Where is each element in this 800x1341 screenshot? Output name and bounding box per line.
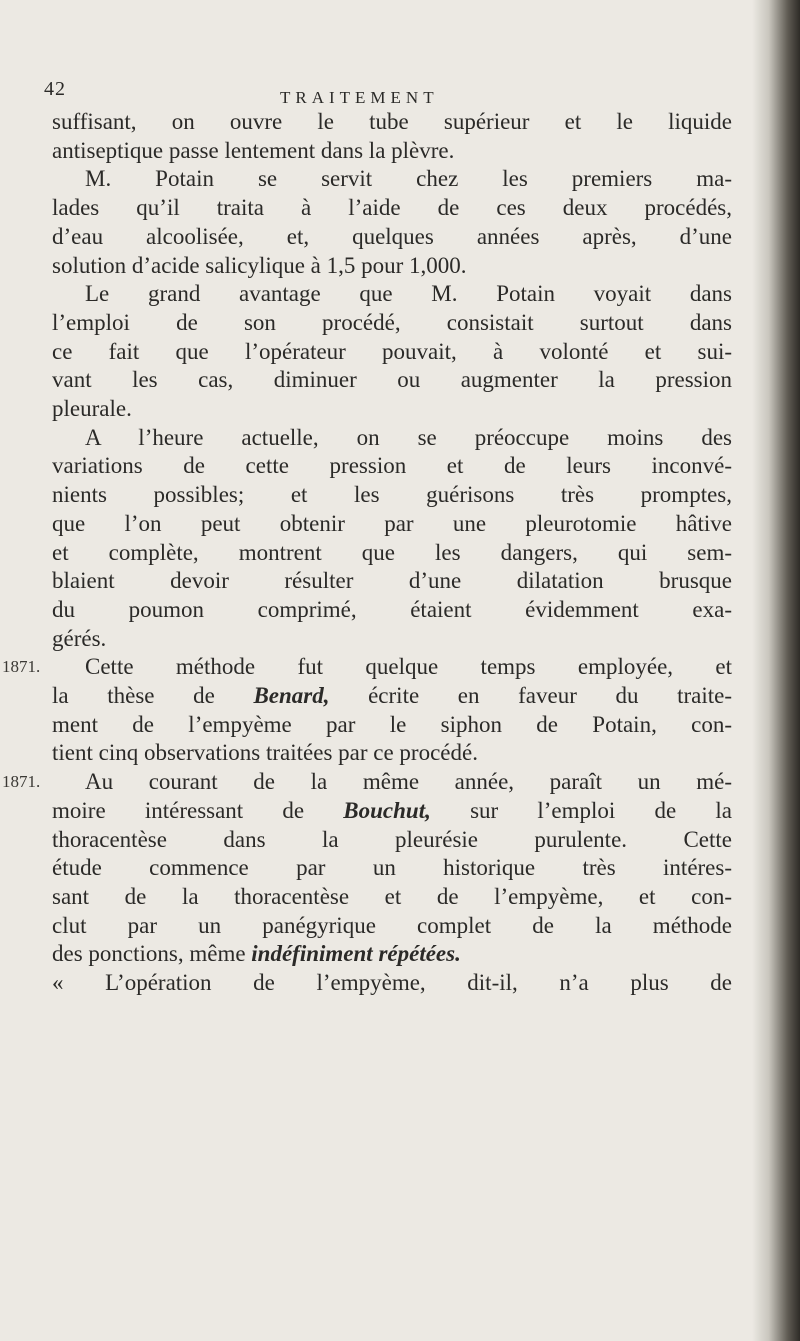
text-line xyxy=(52,165,765,194)
text-line xyxy=(52,194,732,223)
text-line xyxy=(52,711,732,740)
text-line-content: du poumon comprimé, étaient évidemment exa- xyxy=(52,596,732,622)
text-line-content: pleurale. xyxy=(52,396,132,421)
text-line xyxy=(52,682,732,711)
text-line-content: « L’opération de l’empyème, dit-il, n’a plus de xyxy=(52,970,732,995)
text-line xyxy=(52,539,732,568)
text-line-content: A l’heure actuelle, on se préoccupe moins des xyxy=(85,424,732,450)
margin-note-year: 1871. xyxy=(2,772,41,792)
text-line-content: Au courant de la même année, paraît un mé- xyxy=(85,769,732,795)
text-line xyxy=(52,338,732,367)
text-line-content: M. Potain se servit chez les premiers ma- xyxy=(85,166,732,192)
text-line xyxy=(52,395,732,424)
text-line-content: thoracentèse dans la pleurésie purulente. Cette xyxy=(52,826,732,852)
text-line-content: que l’on peut obtenir par une pleurotomie hâtive xyxy=(52,510,732,536)
text-line-content: blaient devoir résulter d’une dilatation brusque xyxy=(52,568,732,594)
text-line xyxy=(52,739,732,768)
text-line xyxy=(52,309,732,338)
text-line-content: vant les cas, diminuer ou augmenter la pression xyxy=(52,367,732,393)
italic-emphasis: Bouchut, xyxy=(343,797,431,823)
text-line xyxy=(52,854,732,883)
text-line xyxy=(52,596,732,625)
text-line-content: gérés. xyxy=(52,625,107,651)
text-line xyxy=(52,567,732,596)
text-line xyxy=(52,510,732,539)
text-line-content: ment de l’empyème par le siphon de Potain, con- xyxy=(52,711,732,737)
text-line-content: sant de la thoracentèse et de l’empyème, et con- xyxy=(52,883,732,909)
text-line xyxy=(52,826,732,855)
italic-emphasis: indéfiniment répétées. xyxy=(251,941,461,967)
margin-note-year: 1871. xyxy=(2,657,41,677)
running-head: TRAITEMENT xyxy=(280,88,439,107)
text-line xyxy=(52,452,732,481)
text-line xyxy=(52,424,765,453)
text-line xyxy=(52,653,765,682)
text-line xyxy=(52,768,765,797)
text-line-content: clut par un panégyrique complet de la méthode xyxy=(52,912,732,938)
text-line xyxy=(52,883,732,912)
text-line-content: Le grand avantage que M. Potain voyait dans xyxy=(85,281,732,307)
text-line-content: nients possibles; et les guérisons très promptes, xyxy=(52,482,732,508)
text-line-content: des ponctions, même indéfiniment répétées. xyxy=(52,941,461,967)
text-line-content: solution d’acide salicylique à 1,5 pour 1,000. xyxy=(52,252,467,278)
text-line xyxy=(52,137,732,166)
text-line-content: lades qu’il traita à l’aide de ces deux procédés, xyxy=(52,195,732,221)
text-line xyxy=(52,912,732,941)
text-line-content: d’eau alcoolisée, et, quelques années après, d’une xyxy=(52,223,732,249)
text-line-content: ce fait que l’opérateur pouvait, à volonté et sui- xyxy=(52,338,732,364)
text-line-content: suffisant, on ouvre le tube supérieur et le liquide xyxy=(52,109,732,134)
italic-emphasis: Benard, xyxy=(253,683,330,708)
text-line-content: la thèse de Benard, écrite en faveur du traite- xyxy=(52,683,732,708)
text-line xyxy=(52,481,732,510)
text-line xyxy=(52,223,732,252)
text-line-content: l’emploi de son procédé, consistait surtout dans xyxy=(52,309,732,335)
text-line xyxy=(52,252,732,281)
text-line xyxy=(52,108,732,137)
page-number: 42 xyxy=(44,78,66,100)
text-line-content: étude commence par un historique très intéres- xyxy=(52,855,732,881)
text-line xyxy=(52,797,732,826)
text-line-content: tient cinq observations traitées par ce procédé. xyxy=(52,740,478,766)
text-line-content: et complète, montrent que les dangers, qui sem- xyxy=(52,539,732,565)
text-line xyxy=(52,366,732,395)
text-line-content: moire intéressant de Bouchut, sur l’emploi de la xyxy=(52,797,732,823)
text-line xyxy=(52,969,732,998)
text-line xyxy=(52,280,765,309)
text-line xyxy=(52,625,732,654)
text-line-content: antiseptique passe lentement dans la plèvre. xyxy=(52,137,455,163)
text-line-content: variations de cette pression et de leurs inconvé- xyxy=(52,453,732,479)
text-line xyxy=(52,940,732,969)
text-line-content: Cette méthode fut quelque temps employée, et xyxy=(85,654,732,680)
